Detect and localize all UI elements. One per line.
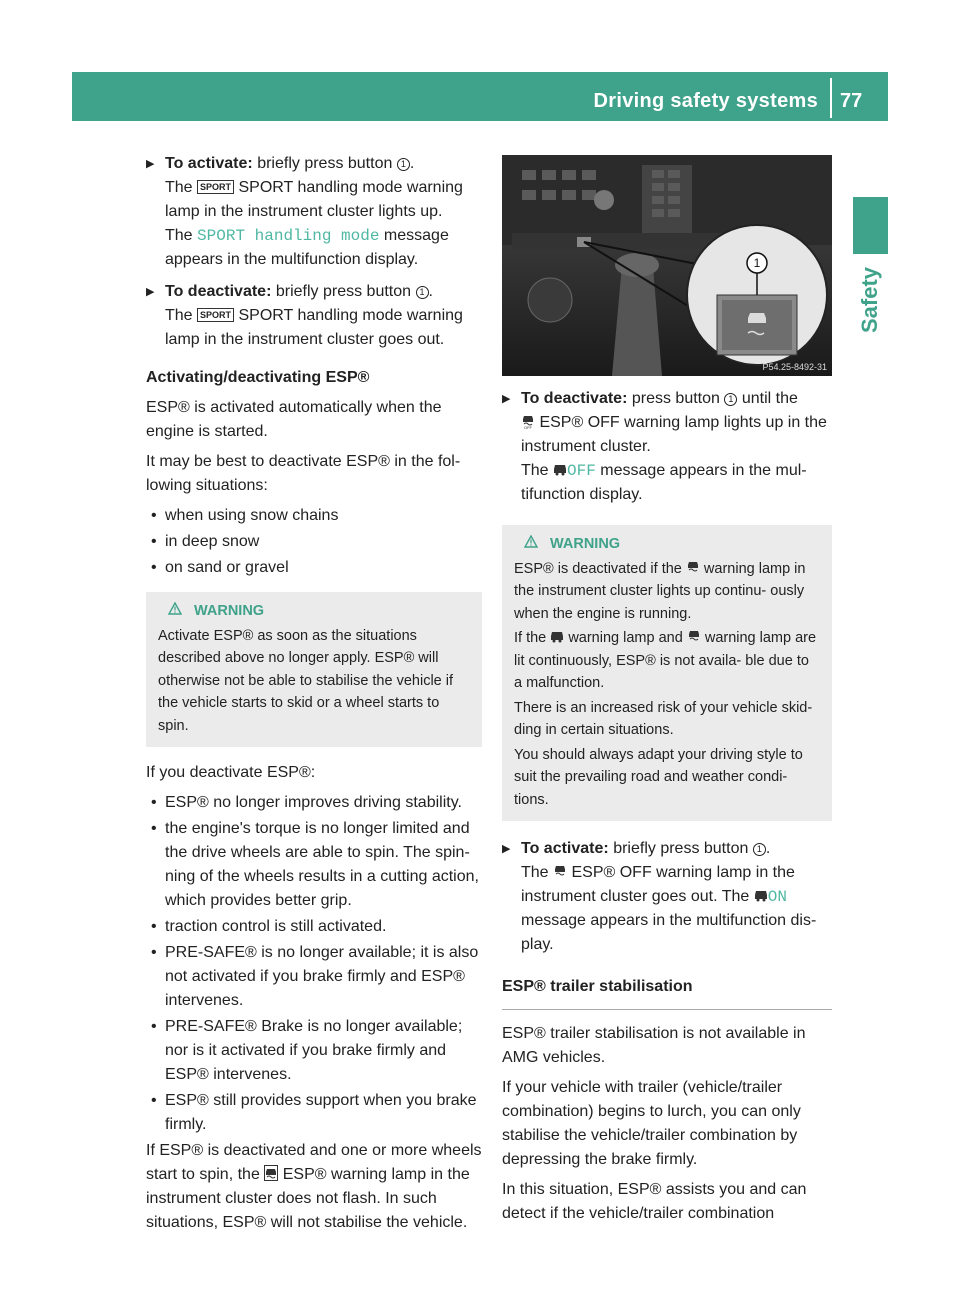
section-heading: Activating/deactivating ESP® (146, 369, 370, 386)
paragraph: It may be best to deactivate ESP® in the fol- lowing situations: (146, 453, 461, 494)
list-item: • PRE-SAFE® Brake is no longer available; nor is it activated if you brake firmly and ESP® intervenes. (151, 1018, 463, 1083)
warning-box: WARNING Activate ESP® as soon as the situations described above no longer apply. ESP® will otherwise not be able to stabilise the vehicle if the vehicle starts to skid or a wheel starts to spin. (146, 592, 482, 747)
photo-code: P54.25-8492-31 (762, 362, 827, 372)
step-activate-esp: ▶ To activate: briefly press button 1 . The ESP® OFF warning lamp in the instrument cluster goes out. The ON message appears in the multifunction dis- play. (502, 837, 832, 957)
consequence-list (146, 791, 482, 1137)
warning-text: Activate ESP® as soon as the situations described above no longer apply. ESP® will otherwise not be able to stabilise the vehicle if the vehicle starts to skid or a wheel starts to spin. (158, 627, 454, 734)
paragraph: If you deactivate ESP®: (146, 764, 316, 781)
photo-callout: 1 (753, 256, 761, 270)
list-item: • on sand or gravel (151, 559, 289, 576)
page-number: 77 (840, 90, 863, 112)
paragraph: If ESP® is deactivated and one or more wheels start to spin, the ESP® warning lamp in the instrument cluster does not flash. In such situations, ESP® will not stabilise the vehicle. (146, 1142, 482, 1231)
esp-off-lamp-icon (521, 413, 535, 429)
section-title: Driving safety systems (593, 90, 818, 112)
esp-off-lamp-icon (687, 628, 701, 644)
svg-text:OFF: OFF (524, 425, 532, 429)
paragraph: In this situation, ESP® assists you and can detect if the vehicle/trailer combination (502, 1181, 807, 1222)
situation-list (146, 504, 482, 580)
list-item: • the engine's torque is no longer limited and the drive wheels are able to spin. The spin- ning of the wheels results in a cutting action, which provides better grip. (151, 820, 479, 909)
skid-car-icon (550, 628, 564, 644)
display-message-on: ON (767, 888, 787, 906)
paragraph: If your vehicle with trailer (vehicle/trailer combination) begins to lurch, you can only stabilise the vehicle/trailer combination by depressing the brake firmly. (502, 1079, 801, 1168)
list-item: • ESP® still provides support when you brake firmly. (151, 1092, 477, 1133)
side-tab-label: Safety (857, 266, 883, 334)
display-message-sport: SPORT handling mode (197, 227, 380, 245)
center-console-photo (502, 155, 832, 376)
sport-lamp-icon: SPORT (197, 308, 234, 322)
step-activate-sport: ▶ To activate: briefly press button 1 . The SPORT SPORT handling mode warning lamp in the instrument cluster lights up. The SPORT handling mode message appears in the multifunction display. (146, 152, 482, 272)
warning-box: WARNING ESP® is deactivated if the warning lamp in the instrument cluster lights up continu- ously when the engine is running. If the warning lamp and warning lamp are lit continuously, ESP® is not availa- ble due to a malfunction. There is an increased risk of your vehicle skid- ding in certain situations. You should always adapt your driving style to suit the prevailing road and weather condi- tions. (502, 525, 832, 821)
warning-triangle-icon (524, 535, 538, 548)
step-arrow-icon: ▶ (146, 158, 155, 170)
section-rule (502, 1009, 832, 1010)
warning-triangle-icon (168, 602, 182, 615)
button-ref-icon: 1 (724, 393, 737, 406)
side-tab-marker (853, 197, 888, 254)
car-icon (553, 461, 567, 477)
right-column (502, 387, 832, 1226)
list-item: • PRE-SAFE® is no longer available; it is also not activated if you brake firmly and ESP® intervenes. (151, 944, 479, 1009)
left-column (146, 152, 482, 1235)
step-arrow-icon: ▶ (502, 393, 511, 405)
button-ref-icon: 1 (753, 843, 766, 856)
header-divider (830, 78, 832, 118)
esp-off-lamp-icon (553, 863, 567, 879)
car-icon (754, 887, 768, 903)
list-item: • traction control is still activated. (151, 918, 387, 935)
step-deactivate-esp: ▶ To deactivate: press button 1 until the OFF ESP® OFF warning lamp lights up in the instrument cluster. The OFF message appears in the mul- tifunction display. (502, 387, 832, 507)
list-item: • in deep snow (151, 533, 260, 550)
skid-car-icon (264, 1165, 278, 1181)
display-message-off: OFF (567, 462, 596, 480)
sport-lamp-icon: SPORT (197, 180, 234, 194)
section-heading: ESP® trailer stabilisation (502, 978, 693, 995)
paragraph: ESP® trailer stabilisation is not available in AMG vehicles. (502, 1025, 806, 1066)
button-ref-icon: 1 (416, 286, 429, 299)
list-item: • ESP® no longer improves driving stability. (151, 794, 462, 811)
step-arrow-icon: ▶ (502, 843, 511, 855)
list-item: • when using snow chains (151, 507, 339, 524)
esp-off-lamp-icon (686, 559, 700, 575)
button-ref-icon: 1 (397, 158, 410, 171)
step-arrow-icon: ▶ (146, 286, 155, 298)
paragraph: ESP® is activated automatically when the engine is started. (146, 399, 442, 440)
step-deactivate-sport: ▶ To deactivate: briefly press button 1 . The SPORT SPORT handling mode warning lamp in the instrument cluster goes out. (146, 280, 482, 352)
